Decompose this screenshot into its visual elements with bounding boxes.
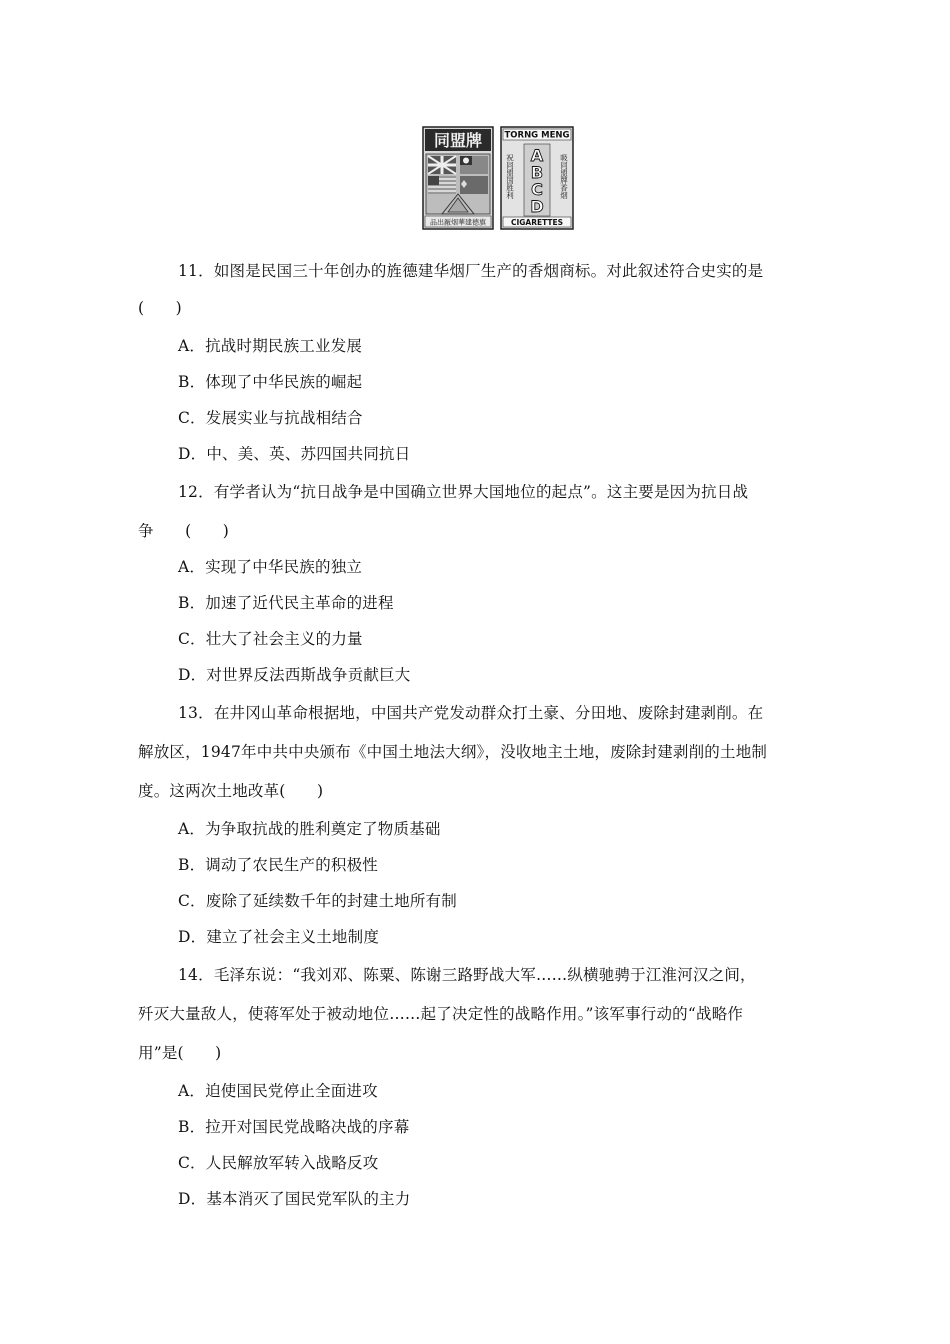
left-panel-caption: 品出厰烟華建德旗	[430, 218, 486, 227]
question-stem-line: 歼灭大量敌人，使蒋军处于被动地位……起了决定性的战略作用。”该军事行动的“战略作	[138, 1005, 744, 1023]
option-d: D．中、美、英、苏四国共同抗日	[178, 445, 411, 463]
right-label-panel	[501, 127, 573, 229]
option-b: B．加速了近代民主革命的进程	[178, 594, 394, 612]
question-stem-line: 11．如图是民国三十年创办的旌德建华烟厂生产的香烟商标。对此叙述符合史实的是	[178, 262, 764, 280]
option-c: C．壮大了社会主义的力量	[178, 630, 363, 648]
question-stem-line: 争 ( )	[138, 522, 229, 540]
question-stem-line: 12．有学者认为“抗日战争是中国确立世界大国地位的起点”。这主要是因为抗日战	[178, 483, 749, 501]
option-a: A．实现了中华民族的独立	[178, 558, 363, 576]
question-stem-line: 用”是( )	[138, 1044, 222, 1062]
left-panel-title: 同盟牌	[433, 131, 483, 150]
cigarette-label-figure	[422, 126, 574, 230]
option-c: C．发展实业与抗战相结合	[178, 409, 363, 427]
right-panel-right-vertical: 吸同盟牌香烟	[559, 154, 569, 199]
option-b: B．调动了农民生产的积极性	[178, 856, 378, 874]
right-panel-brand-top: TORNG MENG	[504, 130, 570, 141]
letter-d: D	[530, 197, 544, 216]
option-d: D．建立了社会主义土地制度	[178, 928, 380, 946]
letter-a: A	[530, 146, 544, 165]
option-c: C．废除了延续数千年的封建土地所有制	[178, 892, 457, 910]
option-d: D．基本消灭了国民党军队的主力	[178, 1190, 411, 1208]
letter-c: C	[531, 180, 543, 199]
right-panel-brand-bottom: CIGARETTES	[510, 218, 564, 227]
option-a: A．为争取抗战的胜利奠定了物质基础	[178, 820, 441, 838]
question-stem-line: 14．毛泽东说：“我刘邓、陈粟、陈谢三路野战大军……纵横驰骋于江淮河汉之间，	[178, 966, 756, 984]
question-stem-line: 13．在井冈山革命根据地，中国共产党发动群众打土豪、分田地、废除封建剥削。在	[178, 704, 764, 722]
option-a: A．抗战时期民族工业发展	[178, 337, 363, 355]
left-label-panel	[423, 127, 493, 229]
option-a: A．迫使国民党停止全面进攻	[178, 1082, 378, 1100]
option-c: C．人民解放军转入战略反攻	[178, 1154, 379, 1172]
question-stem-line: ( )	[138, 299, 182, 317]
option-b: B．体现了中华民族的崛起	[178, 373, 363, 391]
option-d: D．对世界反法西斯战争贡献巨大	[178, 666, 411, 684]
letter-b: B	[530, 163, 544, 182]
right-panel-left-vertical: 祝同盟国胜利	[505, 154, 515, 199]
option-b: B．拉开对国民党战略决战的序幕	[178, 1118, 410, 1136]
question-stem-line: 解放区，1947年中共中央颁布《中国土地法大纲》，没收地主土地，废除封建剥削的土地制	[138, 743, 768, 761]
question-stem-line: 度。这两次土地改革( )	[138, 782, 324, 800]
